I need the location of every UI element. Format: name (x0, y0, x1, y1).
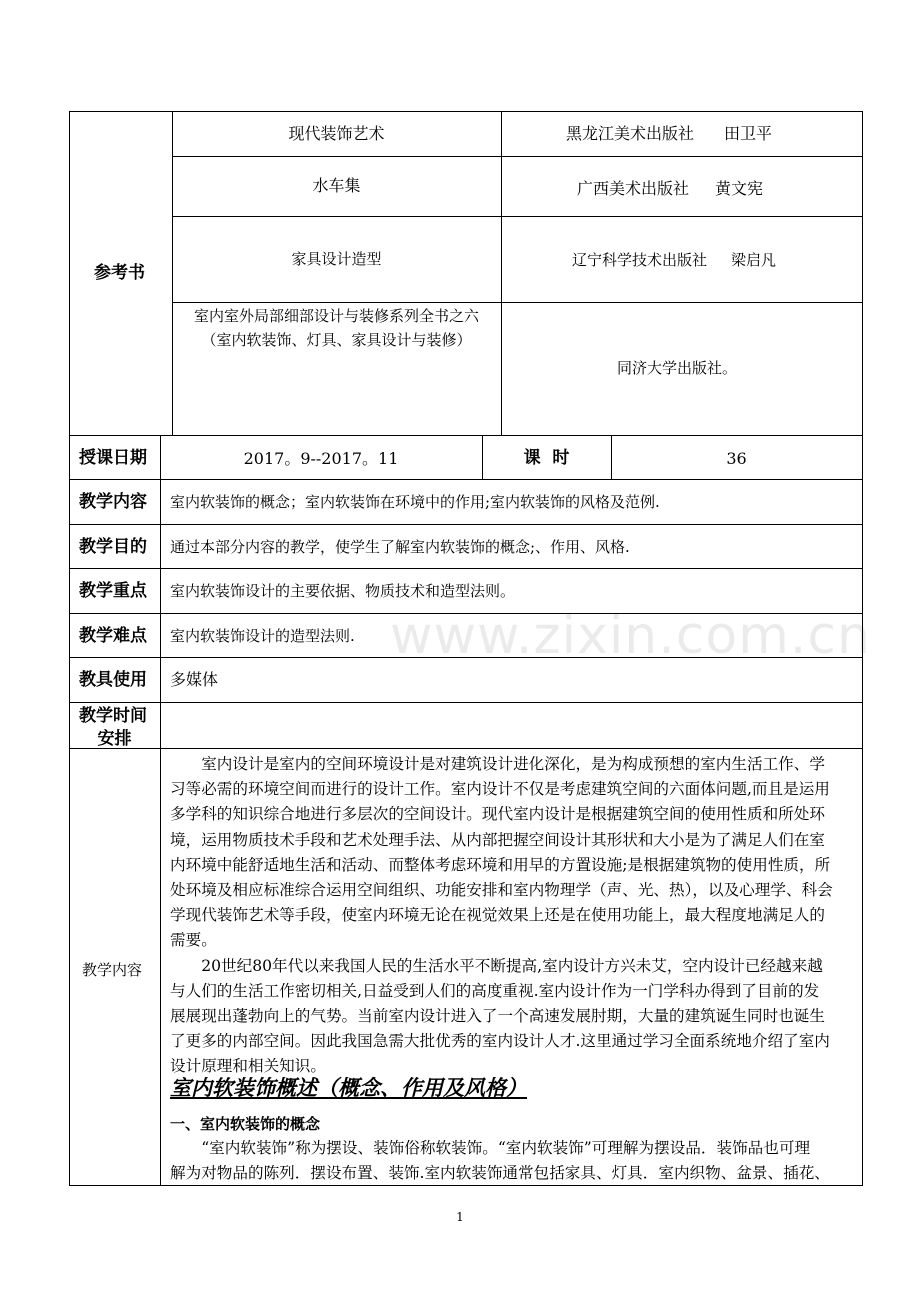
row-line-1 (69, 479, 863, 480)
watermark-text: www.zixin.com.cn (390, 606, 871, 666)
section-subheading: 一、室内软装饰的概念 (170, 1115, 321, 1133)
ref-divider-1 (172, 111, 173, 435)
ref-author-2: 黄文宪 (715, 179, 764, 198)
content-line-1: 室内设计是室内的空间环境设计是对建筑设计进化深化，是为构成预想的室内生活工作、学 (201, 755, 825, 773)
content-label: 教学内容 (82, 961, 143, 979)
content-line-12: 了更多的内部空间。因此我国急需大批优秀的室内设计人才.这里通过学习全面系统地介绍了室内 (170, 1032, 830, 1051)
ref-title-4-line1: 室内室外局部细部设计与装修系列全书之六 (193, 307, 479, 325)
content-line-4: 境，运用物质技术手段和艺术处理手法、从内部把握空间设计其形状和大小是为了满足人们在室 (170, 830, 825, 849)
content-line-13: 设计原理和相关知识。 (170, 1057, 326, 1076)
date-value: 2017。9--2017。11 (243, 449, 399, 468)
content-line-7: 学现代装饰艺术等手段，使室内环境无论在视觉效果上还是在使用功能上，最大程度地满足人的 (170, 906, 825, 925)
label-divider (160, 435, 161, 1186)
row-line-7 (69, 748, 863, 749)
content-line-11: 展展现出蓬勃向上的气势。当前室内设计进入了一个高速发展肘期，大量的建筑诞生同时也诞生 (170, 1007, 825, 1026)
row-value-focus: 室内软装饰设计的主要依据、物质技术和造型法则。 (170, 582, 516, 600)
ref-divider-2 (501, 111, 502, 435)
ref-author-1: 田卫平 (724, 124, 773, 143)
content-line-9: 20世纪80年代以来我国人民的生活水平不断提高,室内设计方兴未艾，空内设计已经越来越 (201, 956, 823, 975)
content-line-5: 内环境中能舒适地生活和活动、而整体考虑环境和用早的方置设施;是根据建筑物的使用性质，所 (170, 855, 831, 874)
content-line-8: 需要。 (170, 931, 217, 950)
ref-publisher-2 (577, 179, 763, 199)
ref-author-3: 梁启凡 (731, 251, 777, 269)
content-line-2: 习等必需的环境空间而进行的设计工作。室内设计不仅是考虑建筑空间的六面体问题,而且是运用 (170, 780, 830, 799)
row-value-tools: 多媒体 (170, 670, 219, 689)
content-tail (170, 1136, 858, 1186)
table-border-top (69, 111, 863, 112)
row-line-3 (69, 568, 863, 569)
section-heading: 室内软装饰概述（概念、作用及风格） (170, 1076, 527, 1100)
row-label-goal: 教学目的 (79, 537, 147, 557)
ref-publisher-2-name: 广西美术出版社 (577, 179, 690, 198)
ref-title-4-line2: （室内软装饰、灯具、家具设计与装修） (201, 331, 472, 349)
ref-row-line-1 (172, 156, 862, 157)
ref-label: 参考书 (94, 263, 145, 283)
row-line-2 (69, 524, 863, 525)
row-value-difficulty: 室内软装饰设计的造型法则. (170, 627, 355, 645)
ref-row-line-3 (172, 302, 862, 303)
ref-title-2: 水车集 (312, 176, 361, 195)
row-line-6 (69, 702, 863, 703)
ref-publisher-3-name: 辽宁科学技术出版社 (572, 251, 708, 269)
ref-publisher-1 (566, 124, 772, 144)
date-label: 授课日期 (79, 448, 147, 468)
row-label-tools: 教具使用 (79, 670, 147, 690)
content-body (170, 752, 858, 1080)
content-line-3: 多学科的知识综合地进行多层次的空间设计。现代室内设计是根据建筑空间的使用性质和所处环 (170, 805, 825, 824)
ref-publisher-4: 同济大学出版社。 (617, 359, 738, 377)
row-value-content: 室内软装饰的概念；室内软装饰在环境中的作用;室内软装饰的风格及范例. (170, 493, 660, 511)
ref-publisher-3 (572, 250, 776, 270)
row-label-difficulty: 教学难点 (79, 626, 147, 646)
content-line-10: 与人们的生活工作密切相关,日益受到人们的高度重视.室内设计作为一门学科办得到了目前的发 (170, 981, 820, 1000)
ref-publisher-1-name: 黑龙江美术出版社 (566, 124, 695, 143)
time-label-line2: 安排 (97, 729, 132, 749)
tail-line-1: “室内软装饰”称为摆设、装饰俗称软装饰。“室内软装饰”可理解为摆设品．装饰品也可理 (201, 1139, 811, 1157)
table-border-left (69, 111, 70, 1186)
ref-row-line-2 (172, 216, 862, 217)
row-value-goal: 通过本部分内容的教学，使学生了解室内软装饰的概念;、作用、风格. (170, 538, 630, 556)
content-line-6: 处环境及相应标准综合运用空间组织、功能安排和室内物理学（声、光、热），以及心理学、科会 (170, 881, 833, 900)
hours-value: 36 (726, 449, 747, 468)
ref-title-1: 现代装饰艺术 (288, 124, 385, 143)
time-label-line1: 教学时间 (79, 706, 147, 726)
page-number: 1 (456, 1210, 464, 1224)
tail-line-2: 解为对物品的陈列．摆设布置、装饰.室内软装饰通常包括家具、灯具．室内织物、盆景、插花、 (170, 1164, 830, 1183)
ref-title-3: 家具设计造型 (291, 250, 382, 268)
hours-label: 课 时 (523, 448, 570, 468)
row-line-date-top (69, 435, 863, 436)
row-label-content: 教学内容 (79, 492, 147, 512)
row-label-focus: 教学重点 (79, 581, 147, 601)
